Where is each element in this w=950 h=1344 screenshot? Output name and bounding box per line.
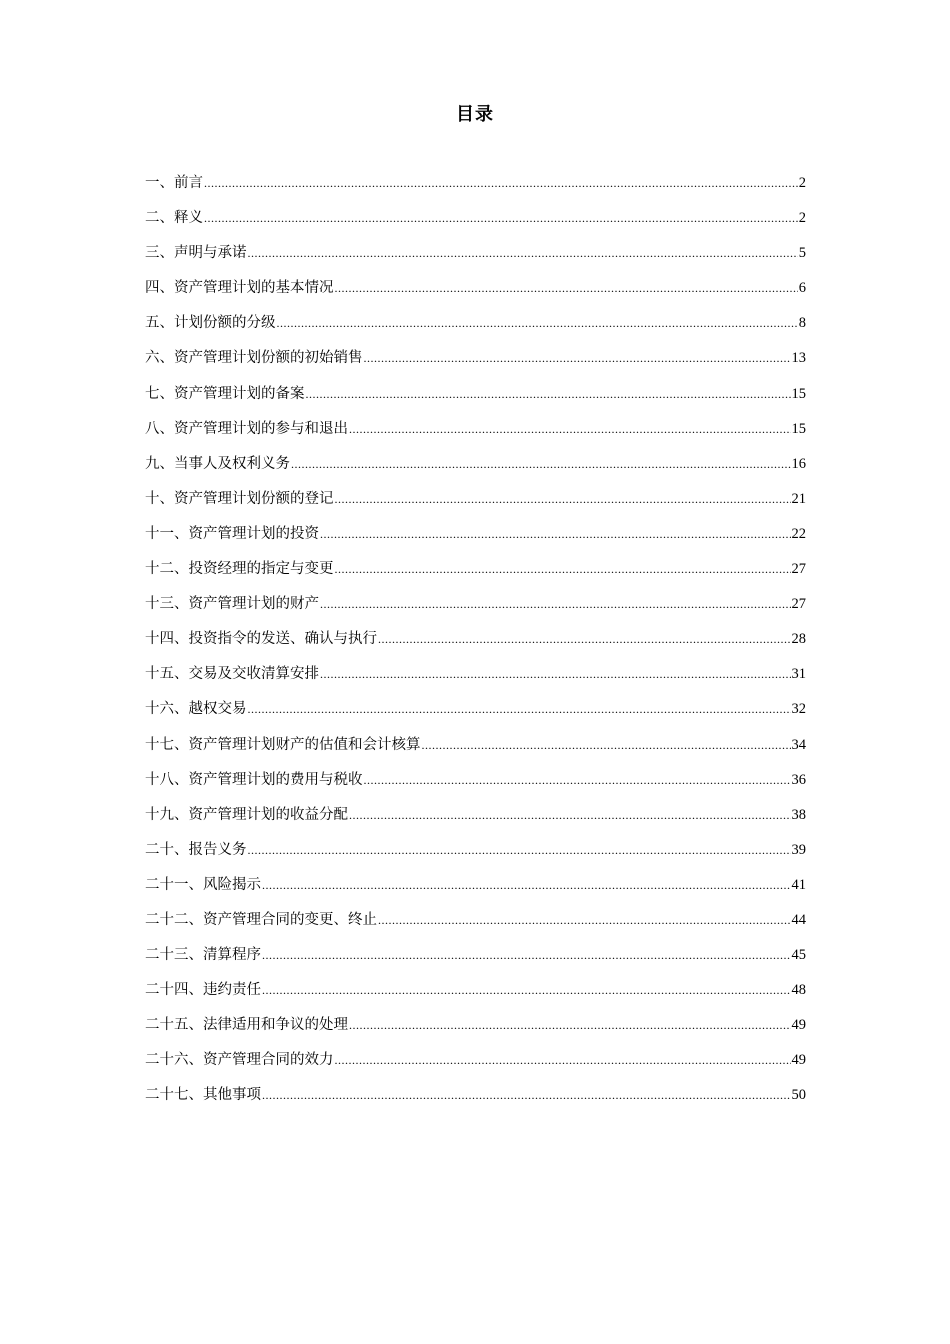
toc-entry[interactable] <box>145 558 806 593</box>
toc-entry[interactable] <box>145 523 806 558</box>
toc-dot-leader <box>262 979 791 1001</box>
toc-dot-leader <box>320 663 791 685</box>
toc-dot-leader <box>349 1014 791 1036</box>
toc-dot-leader <box>248 242 798 264</box>
toc-entry[interactable] <box>145 1084 806 1119</box>
toc-entry-page-number: 45 <box>791 947 806 964</box>
toc-entry-page-number: 50 <box>791 1087 806 1104</box>
toc-entry-page-number: 34 <box>791 736 806 753</box>
toc-entry[interactable] <box>145 312 806 347</box>
toc-entry-page-number: 36 <box>791 771 806 788</box>
toc-entry-page-number: 15 <box>791 385 806 402</box>
toc-entry-page-number: 8 <box>798 315 806 332</box>
toc-entry-page-number: 31 <box>791 666 806 683</box>
toc-entry-page-number: 44 <box>791 911 806 928</box>
toc-entry[interactable] <box>145 418 806 453</box>
toc-dot-leader <box>320 523 791 545</box>
toc-dot-leader <box>306 383 791 405</box>
toc-entry[interactable] <box>145 347 806 382</box>
toc-entry[interactable] <box>145 1049 806 1084</box>
toc-entry-page-number: 27 <box>791 596 806 613</box>
toc-entry-label: 十二、投资经理的指定与变更 <box>145 561 334 578</box>
toc-entry[interactable] <box>145 453 806 488</box>
toc-dot-leader <box>335 1049 791 1071</box>
toc-entry-label: 九、当事人及权利义务 <box>145 455 290 472</box>
toc-dot-leader <box>291 453 791 475</box>
toc-entry-page-number: 28 <box>791 631 806 648</box>
toc-entry-page-number: 16 <box>791 455 806 472</box>
toc-entry-label: 一、前言 <box>145 175 203 191</box>
toc-entry[interactable] <box>145 488 806 523</box>
toc-entry-label: 十三、资产管理计划的财产 <box>145 596 319 613</box>
toc-entry-page-number: 21 <box>791 490 806 507</box>
toc-entry-label: 二十三、清算程序 <box>145 947 261 964</box>
toc-dot-leader <box>422 734 791 756</box>
toc-entry[interactable] <box>145 804 806 839</box>
toc-entry[interactable] <box>145 383 806 418</box>
toc-entry[interactable] <box>145 1014 806 1049</box>
toc-entry-page-number: 38 <box>791 806 806 823</box>
toc-entry-page-number: 5 <box>798 245 806 262</box>
toc-entry-label: 十六、越权交易 <box>145 701 247 718</box>
table-of-contents <box>145 172 806 1120</box>
page-title: 目录 <box>456 104 494 125</box>
toc-entry-label: 二十一、风险揭示 <box>145 876 261 893</box>
toc-entry-label: 二十、报告义务 <box>145 841 247 858</box>
toc-entry-label: 十五、交易及交收清算安排 <box>145 666 319 683</box>
toc-entry-page-number: 49 <box>791 1052 806 1069</box>
toc-entry-label: 七、资产管理计划的备案 <box>145 385 305 402</box>
toc-entry[interactable] <box>145 909 806 944</box>
toc-dot-leader <box>335 488 791 510</box>
toc-entry-page-number: 22 <box>791 525 806 542</box>
toc-entry-label: 二十二、资产管理合同的变更、终止 <box>145 911 377 928</box>
toc-entry-page-number: 39 <box>791 841 806 858</box>
toc-dot-leader <box>335 558 791 580</box>
toc-entry-label: 十、资产管理计划份额的登记 <box>145 490 334 507</box>
toc-dot-leader <box>262 944 791 966</box>
toc-entry-page-number: 27 <box>791 561 806 578</box>
toc-entry-label: 五、计划份额的分级 <box>145 315 276 332</box>
toc-entry-page-number: 6 <box>798 280 806 297</box>
toc-dot-leader <box>364 347 791 369</box>
toc-entry-label: 十七、资产管理计划财产的估值和会计核算 <box>145 736 421 753</box>
toc-dot-leader <box>262 874 791 896</box>
toc-dot-leader <box>378 909 791 931</box>
toc-entry[interactable] <box>145 734 806 769</box>
toc-entry[interactable] <box>145 628 806 663</box>
toc-entry[interactable] <box>145 663 806 698</box>
toc-dot-leader <box>248 698 791 720</box>
toc-entry[interactable] <box>145 698 806 733</box>
toc-entry-label: 十四、投资指令的发送、确认与执行 <box>145 631 377 648</box>
toc-dot-leader <box>320 593 791 615</box>
toc-entry-page-number: 48 <box>791 982 806 999</box>
toc-dot-leader <box>277 312 798 334</box>
toc-dot-leader <box>349 418 791 440</box>
toc-entry[interactable] <box>145 874 806 909</box>
toc-entry[interactable] <box>145 593 806 628</box>
toc-dot-leader <box>364 769 791 791</box>
toc-entry-label: 二、释义 <box>145 210 203 227</box>
toc-entry-label: 二十四、违约责任 <box>145 982 261 999</box>
toc-entry-label: 二十五、法律适用和争议的处理 <box>145 1017 348 1034</box>
toc-entry[interactable] <box>145 839 806 874</box>
toc-entry-page-number: 13 <box>791 350 806 367</box>
toc-entry[interactable] <box>145 769 806 804</box>
toc-dot-leader <box>204 207 798 229</box>
toc-dot-leader <box>335 277 798 299</box>
toc-entry-label: 六、资产管理计划份额的初始销售 <box>145 350 363 367</box>
toc-dot-leader <box>349 804 791 826</box>
toc-entry[interactable] <box>145 979 806 1014</box>
toc-entry-label: 十一、资产管理计划的投资 <box>145 525 319 542</box>
toc-entry-label: 四、资产管理计划的基本情况 <box>145 280 334 297</box>
toc-entry-label: 十八、资产管理计划的费用与税收 <box>145 771 363 788</box>
toc-entry-page-number: 49 <box>791 1017 806 1034</box>
toc-entry-label: 二十六、资产管理合同的效力 <box>145 1052 334 1069</box>
toc-entry-label: 二十七、其他事项 <box>145 1087 261 1104</box>
toc-entry[interactable] <box>145 172 806 207</box>
toc-entry[interactable] <box>145 944 806 979</box>
toc-entry[interactable] <box>145 277 806 312</box>
toc-entry-label: 三、声明与承诺 <box>145 245 247 262</box>
toc-entry-page-number: 32 <box>791 701 806 718</box>
toc-dot-leader <box>248 839 791 861</box>
toc-entry-label: 十九、资产管理计划的收益分配 <box>145 806 348 823</box>
toc-entry-page-number: 2 <box>798 210 806 227</box>
toc-dot-leader <box>204 172 798 194</box>
toc-entry-page-number: 2 <box>798 175 806 191</box>
toc-entry-page-number: 15 <box>791 420 806 437</box>
toc-dot-leader <box>262 1084 791 1106</box>
toc-entry-label: 八、资产管理计划的参与和退出 <box>145 420 348 437</box>
toc-entry[interactable] <box>145 242 806 277</box>
toc-entry-page-number: 41 <box>791 876 806 893</box>
toc-entry[interactable] <box>145 207 806 242</box>
toc-dot-leader <box>378 628 791 650</box>
